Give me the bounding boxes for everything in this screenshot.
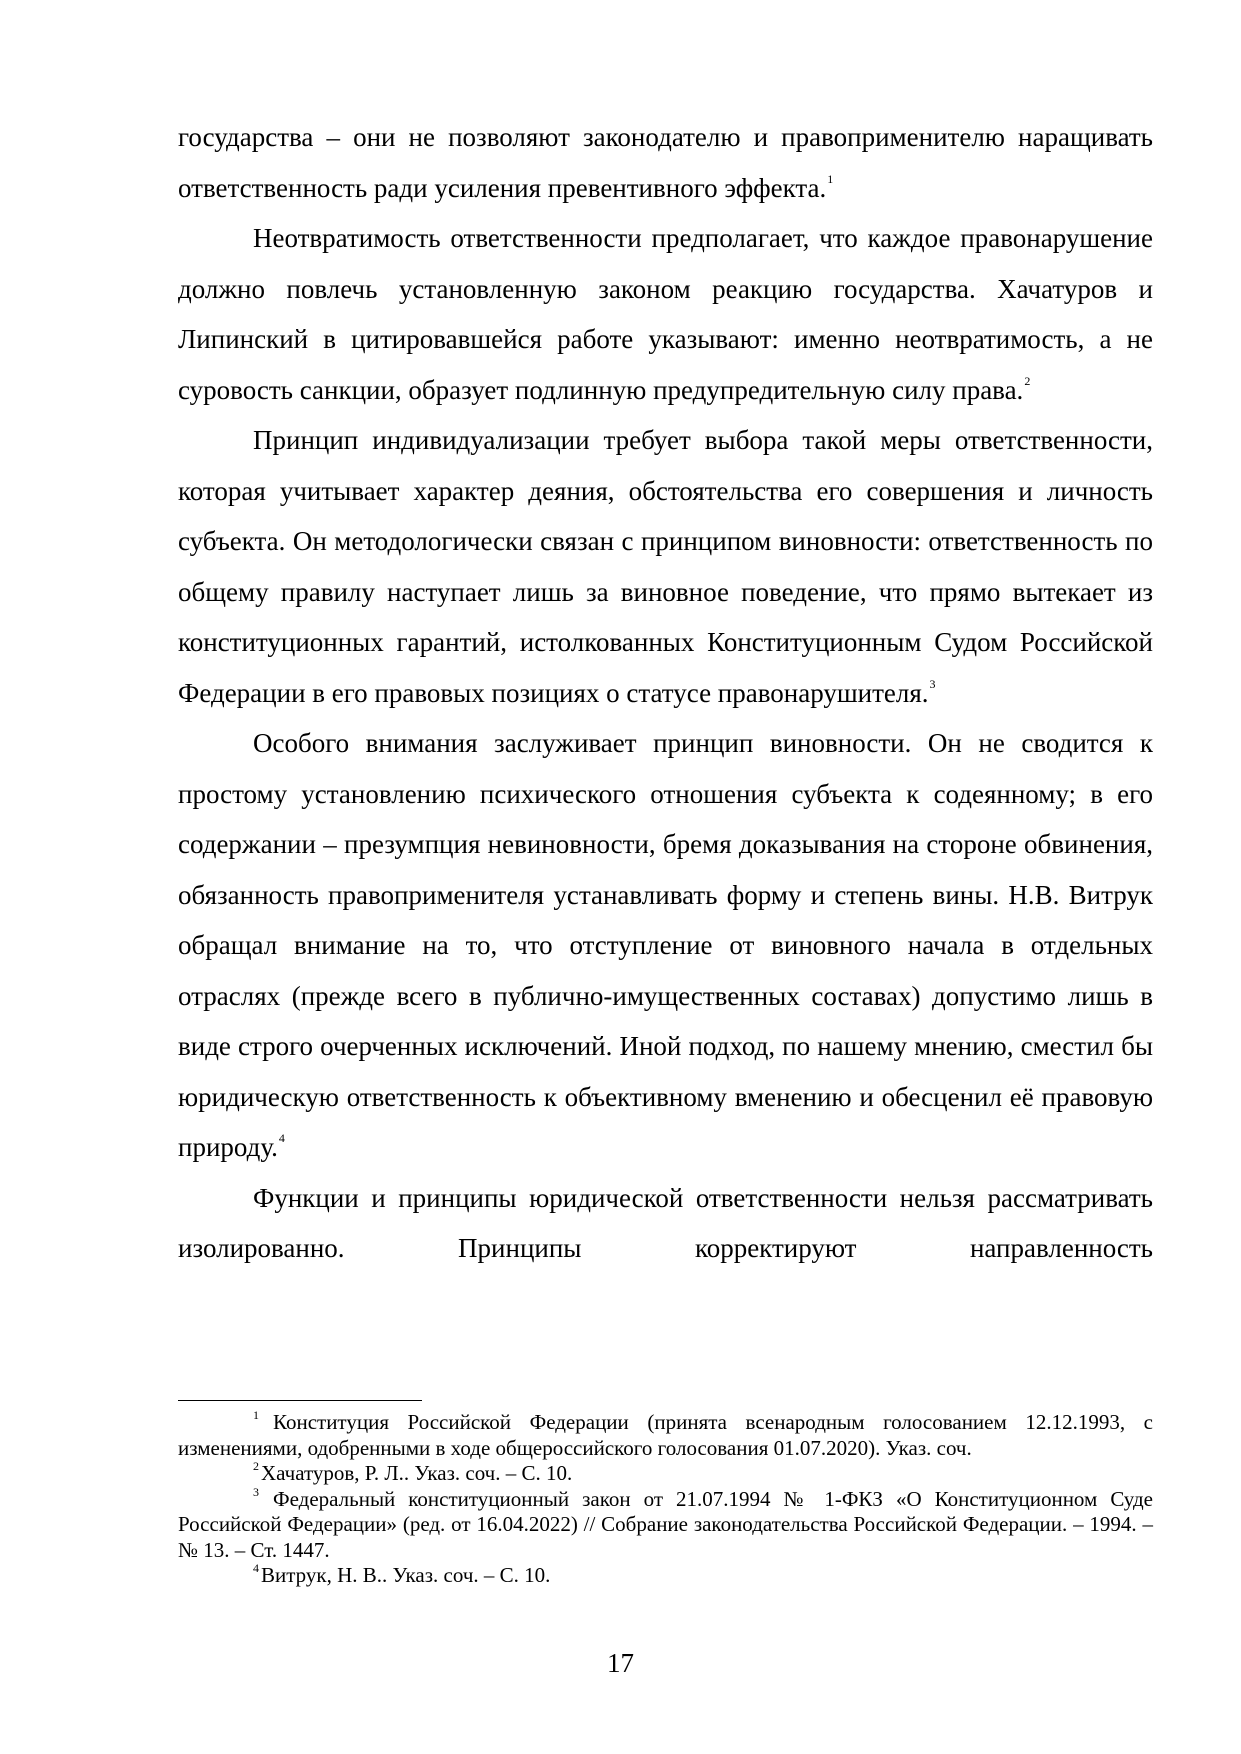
footnote <box>178 1563 1153 1589</box>
paragraph-text: Функции и принципы юридической ответственности нельзя рассматривать изолированно. Принципы корректируют направленность <box>178 1182 1153 1263</box>
footnote-text: Витрук, Н. В.. Указ. соч. – С. 10. <box>261 1563 551 1587</box>
footnote-reference[interactable]: 3 <box>929 676 936 691</box>
footnote <box>178 1461 1153 1487</box>
footnote-text: Федеральный конституционный закон от 21.07.1994 № 1-ФКЗ «О Конституционном Суде Российской Федерации» (ред. от 16.04.2022) // Собрание законодательства Российской Федерации. – 1994. – № 13. – Ст. 1447. <box>178 1486 1153 1562</box>
paragraph <box>178 718 1153 1173</box>
footnote-number: 2 <box>253 1459 259 1473</box>
footnote-text: Конституция Российской Федерации (принята всенародным голосованием 12.12.1993, с изменениями, одобренными в ходе общероссийского голосования 01.07.2020). Указ. соч. <box>178 1410 1153 1460</box>
paragraph <box>178 415 1153 718</box>
footnote-number: 3 <box>253 1484 259 1499</box>
paragraph <box>178 1173 1153 1274</box>
paragraph-text: Неотвратимость ответственности предполагает, что каждое правонарушение должно повлечь установленную законом реакцию государства. Хачатуров и Липинский в цитировавшейся работе указывают: именно неотвратимость, а не суровость санкции, образует подлинную предупредительную силу права. <box>178 223 1153 405</box>
footnote-reference[interactable]: 2 <box>1024 373 1031 388</box>
body-text <box>178 112 1153 1274</box>
footnote-separator <box>178 1400 422 1401</box>
paragraph <box>178 112 1153 213</box>
footnotes <box>178 1410 1153 1589</box>
paragraph-text: государства – они не позволяют законодателю и правоприменителю наращивать ответственность ради усиления превентивного эффекта. <box>178 122 1153 203</box>
page-number: 17 <box>607 1648 634 1678</box>
paragraph-text: Особого внимания заслуживает принцип виновности. Он не сводится к простому установлению психического отношения субъекта к содеянному; в его содержании – презумпция невиновности, бремя доказывания на стороне обвинения, обязанность правоприменителя устанавливать форму и степень вины. Н.В. Витрук обращал внимание на то, что отступление от виновного начала в отдельных отраслях (прежде всего в публично-имущественных составах) допустимо лишь в виде строго очерченных исключений. Иной подход, по нашему мнению, сместил бы юридическую ответственность к объективному вменению и обесценил её правовую природу. <box>178 728 1153 1162</box>
paragraph-text: Принцип индивидуализации требует выбора такой меры ответственности, которая учитывает характер деяния, обстоятельства его совершения и личность субъекта. Он методологически связан с принципом виновности: ответственность по общему правилу наступает лишь за виновное поведение, что прямо вытекает из конституционных гарантий, истолкованных Конституционным Судом Российской Федерации в его правовых позициях о статусе правонарушителя. <box>178 425 1153 708</box>
footnote <box>178 1484 1153 1564</box>
footnote-number: 4 <box>253 1561 259 1575</box>
footnote <box>178 1410 1153 1461</box>
footnote-number: 1 <box>253 1408 259 1422</box>
paragraph <box>178 213 1153 415</box>
footnote-text: Хачатуров, Р. Л.. Указ. соч. – С. 10. <box>261 1461 573 1485</box>
footnote-reference[interactable]: 4 <box>278 1131 285 1145</box>
footnote-reference[interactable]: 1 <box>827 171 834 186</box>
